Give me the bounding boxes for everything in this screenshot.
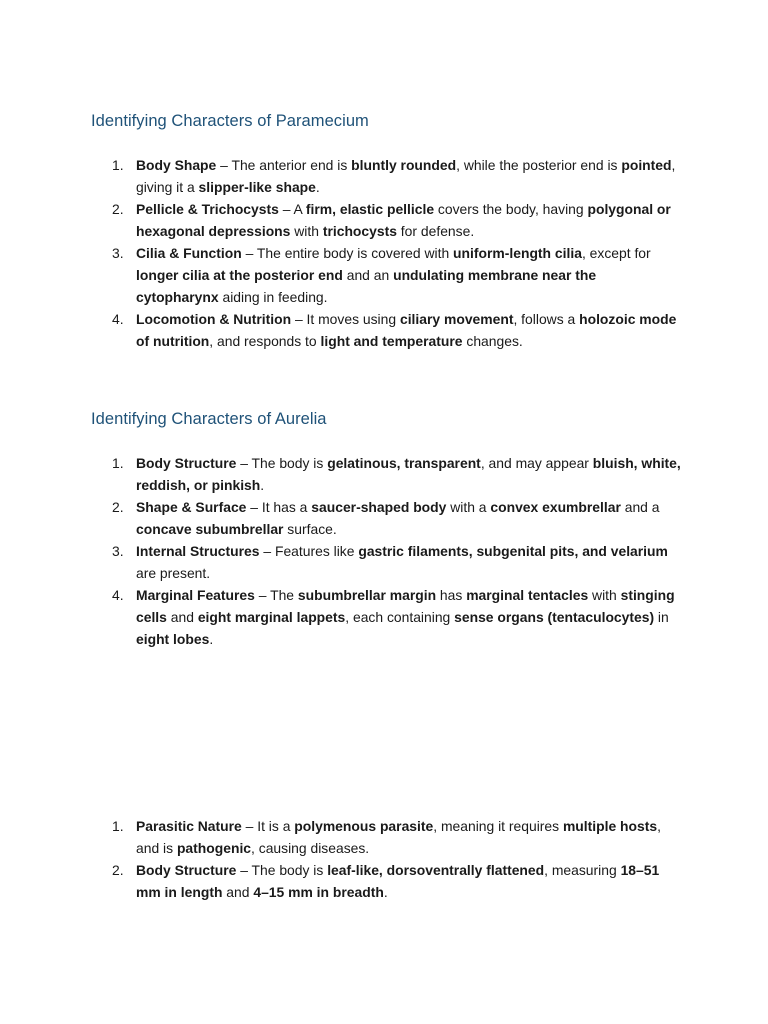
section-heading-paramecium: Identifying Characters of Paramecium <box>91 112 369 130</box>
item-text: . <box>383 884 388 900</box>
bold-term: Shape & Surface <box>136 499 247 515</box>
bold-term: 4–15 mm in breadth <box>253 884 384 900</box>
item-text: , and is <box>136 818 661 856</box>
bold-term: Parasitic Nature <box>136 818 242 834</box>
bold-term: ciliary movement <box>399 311 514 327</box>
bold-term: Locomotion & Nutrition <box>136 311 292 327</box>
item-text: covers the body, having <box>434 201 588 217</box>
list-item-number: 3. <box>112 543 124 559</box>
bold-term: trichocysts <box>322 223 397 239</box>
bold-term: sense organs (tentaculocytes) <box>454 609 655 625</box>
item-text: and <box>222 884 254 900</box>
list-item-number: 2. <box>112 862 124 878</box>
list-item <box>91 584 681 650</box>
list-item-number: 1. <box>112 157 124 173</box>
item-text: for defense. <box>396 223 475 239</box>
item-text: – A <box>278 201 306 217</box>
bold-term: eight marginal lappets <box>197 609 346 625</box>
list-item <box>91 859 681 903</box>
list-item-number: 2. <box>112 499 124 515</box>
bold-term: gastric filaments, subgenital pits, and velarium <box>358 543 668 559</box>
bold-term: pathogenic <box>176 840 252 856</box>
bold-term: leaf-like, dorsoventrally flattened <box>327 862 545 878</box>
bold-term: uniform-length cilia <box>453 245 582 261</box>
list-item <box>91 452 681 496</box>
item-text: , while the posterior end is <box>456 157 622 173</box>
item-text: – Features like <box>259 543 359 559</box>
bold-term: marginal tentacles <box>466 587 589 603</box>
item-text: . <box>209 631 214 647</box>
list-item <box>91 198 681 242</box>
item-text: in <box>654 609 669 625</box>
item-text: – The anterior end is <box>216 157 352 173</box>
list-item-number: 3. <box>112 245 124 261</box>
item-text: , and responds to <box>209 333 321 349</box>
item-text: , meaning it requires <box>433 818 563 834</box>
list-item <box>91 154 681 198</box>
list-item <box>91 308 681 352</box>
item-text: – The <box>254 587 298 603</box>
bold-term: 18–51 mm in length <box>136 862 660 900</box>
list-item <box>91 540 681 584</box>
bold-term: slipper-like shape <box>198 179 316 195</box>
item-text: , measuring <box>544 862 621 878</box>
list-item <box>91 242 681 308</box>
list-item-number: 2. <box>112 201 124 217</box>
bold-term: Body Structure <box>136 455 237 471</box>
list-item-number: 1. <box>112 818 124 834</box>
item-text: , giving it a <box>136 157 676 195</box>
bold-term: saucer-shaped body <box>311 499 447 515</box>
bold-term: stinging cells <box>136 587 675 625</box>
item-text: – The body is <box>236 455 328 471</box>
bold-term: eight lobes <box>136 631 210 647</box>
list-item-number: 1. <box>112 455 124 471</box>
list-item-number: 4. <box>112 311 124 327</box>
item-text: surface. <box>283 521 337 537</box>
bold-term: polygonal or hexagonal depressions <box>136 201 671 239</box>
item-text: – It has a <box>246 499 312 515</box>
bold-term: longer cilia at the posterior end <box>136 267 343 283</box>
item-text: with a <box>446 499 491 515</box>
item-text: and a <box>620 499 660 515</box>
section-heading-aurelia: Identifying Characters of Aurelia <box>91 410 327 428</box>
item-text: , and may appear <box>480 455 593 471</box>
item-text: , except for <box>581 245 651 261</box>
bold-term: light and temperature <box>320 333 463 349</box>
item-text: . <box>260 477 265 493</box>
bold-term: bluntly rounded <box>351 157 457 173</box>
item-text: – The entire body is covered with <box>241 245 454 261</box>
item-text: – It moves using <box>291 311 400 327</box>
item-text: , causing diseases. <box>251 840 370 856</box>
bold-term: gelatinous, transparent <box>327 455 481 471</box>
bold-term: concave subumbrellar <box>136 521 284 537</box>
bold-term: Cilia & Function <box>136 245 242 261</box>
bold-term: firm, elastic pellicle <box>305 201 435 217</box>
bold-term: bluish, white, reddish, or pinkish <box>136 455 681 493</box>
item-text: – It is a <box>241 818 295 834</box>
numbered-list-aurelia <box>91 452 681 650</box>
bold-term: polymenous parasite <box>294 818 434 834</box>
item-text: has <box>436 587 467 603</box>
item-text: – The body is <box>236 862 328 878</box>
bold-term: Pellicle & Trichocysts <box>136 201 279 217</box>
bold-term: holozoic mode of nutrition <box>136 311 677 349</box>
list-item-number: 4. <box>112 587 124 603</box>
item-text: aiding in feeding. <box>218 289 328 305</box>
list-item <box>91 815 681 859</box>
bold-term: undulating membrane near the cytopharynx <box>136 267 597 305</box>
bold-term: Marginal Features <box>136 587 255 603</box>
numbered-list-parasite <box>91 815 681 903</box>
bold-term: Internal Structures <box>136 543 260 559</box>
bold-term: pointed <box>621 157 672 173</box>
list-item <box>91 496 681 540</box>
bold-term: subumbrellar margin <box>297 587 437 603</box>
item-text: changes. <box>462 333 523 349</box>
numbered-list-paramecium <box>91 154 681 352</box>
bold-term: Body Structure <box>136 862 237 878</box>
bold-term: multiple hosts <box>562 818 658 834</box>
item-text: , follows a <box>513 311 580 327</box>
item-text: , each containing <box>345 609 455 625</box>
item-text: and <box>166 609 198 625</box>
item-text: are present. <box>136 565 211 581</box>
item-text: and an <box>342 267 394 283</box>
bold-term: Body Shape <box>136 157 217 173</box>
item-text: . <box>315 179 320 195</box>
bold-term: convex exumbrellar <box>490 499 621 515</box>
item-text: with <box>290 223 323 239</box>
item-text: with <box>588 587 621 603</box>
